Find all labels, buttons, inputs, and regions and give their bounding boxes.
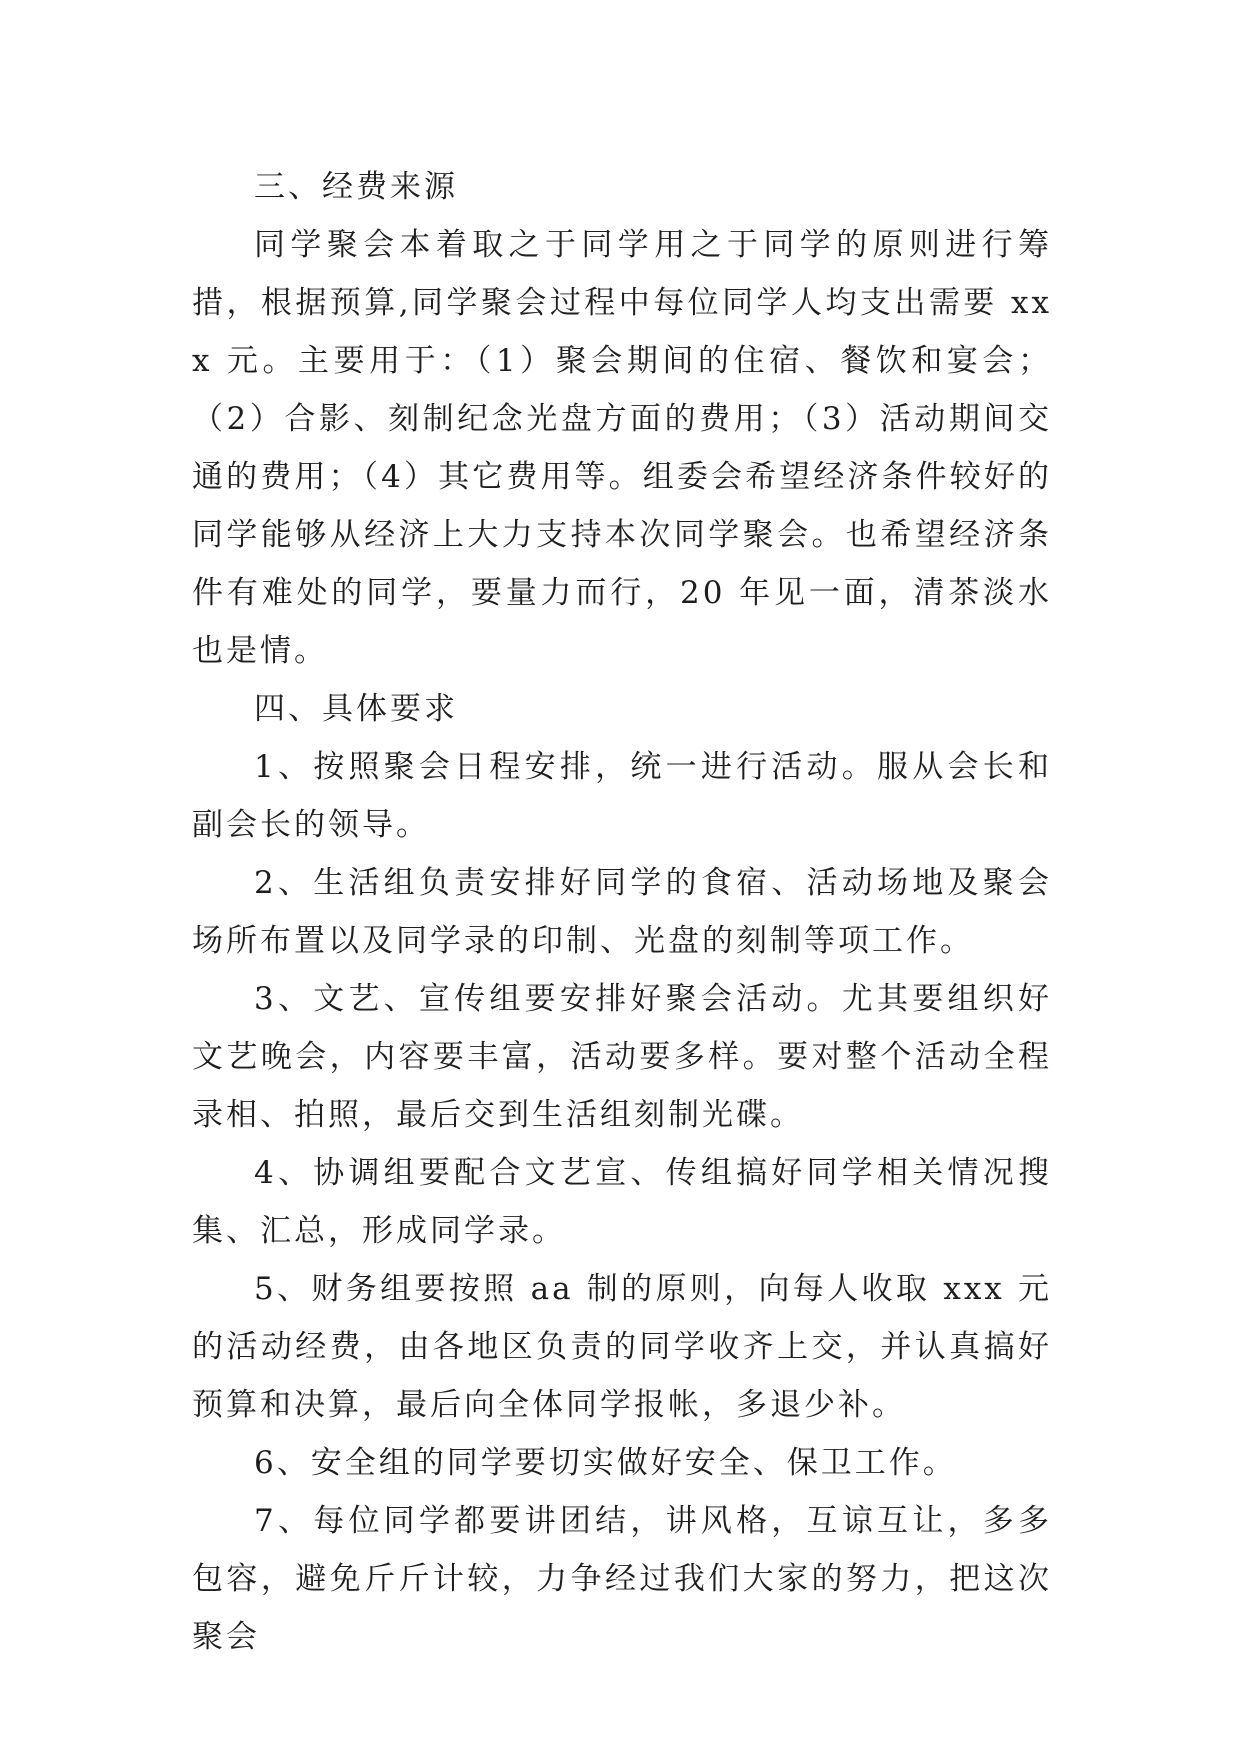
requirement-item-7: 7、每位同学都要讲团结，讲风格，互谅互让，多多包容，避免斤斤计较，力争经过我们大家的努力，把这次聚会 (192, 1503, 1052, 1655)
requirement-item-5: 5、财务组要按照 aa 制的原则，向每人收取 xxx 元的活动经费，由各地区负责的同学收齐上交，并认真搞好预算和决算，最后向全体同学报帐，多退少补。 (192, 1271, 1052, 1423)
requirement-item-3: 3、文艺、宣传组要安排好聚会活动。尤其要组织好文艺晚会，内容要丰富，活动要多样。要对整个活动全程录相、拍照，最后交到生活组刻制光碟。 (192, 981, 1052, 1133)
requirement-item-6: 6、安全组的同学要切实做好安全、保卫工作。 (254, 1445, 957, 1481)
requirement-item-2: 2、生活组负责安排好同学的食宿、活动场地及聚会场所布置以及同学录的印制、光盘的刻制等项工作。 (192, 865, 1052, 959)
paragraph-funding: 同学聚会本着取之于同学用之于同学的原则进行筹措，根据预算,同学聚会过程中每位同学人均支出需要 xxx 元。主要用于：（1）聚会期间的住宿、餐饮和宴会；（2）合影、刻制纪念光盘方面的费用；（3）活动期间交通的费用；（4）其它费用等。组委会希望经济条件较好的同学能够从经济上大力支持本次同学聚会。也希望经济条件有难处的同学，要量力而行，20 年见一面，清茶淡水也是情。 (192, 227, 1052, 669)
requirement-item-4: 4、协调组要配合文艺宣、传组搞好同学相关情况搜集、汇总，形成同学录。 (192, 1155, 1052, 1249)
requirement-item-1: 1、按照聚会日程安排，统一进行活动。服从会长和副会长的领导。 (192, 749, 1052, 843)
section-heading-funding: 三、经费来源 (254, 169, 458, 205)
document-content (192, 158, 1052, 1666)
section-heading-requirements: 四、具体要求 (254, 691, 458, 727)
